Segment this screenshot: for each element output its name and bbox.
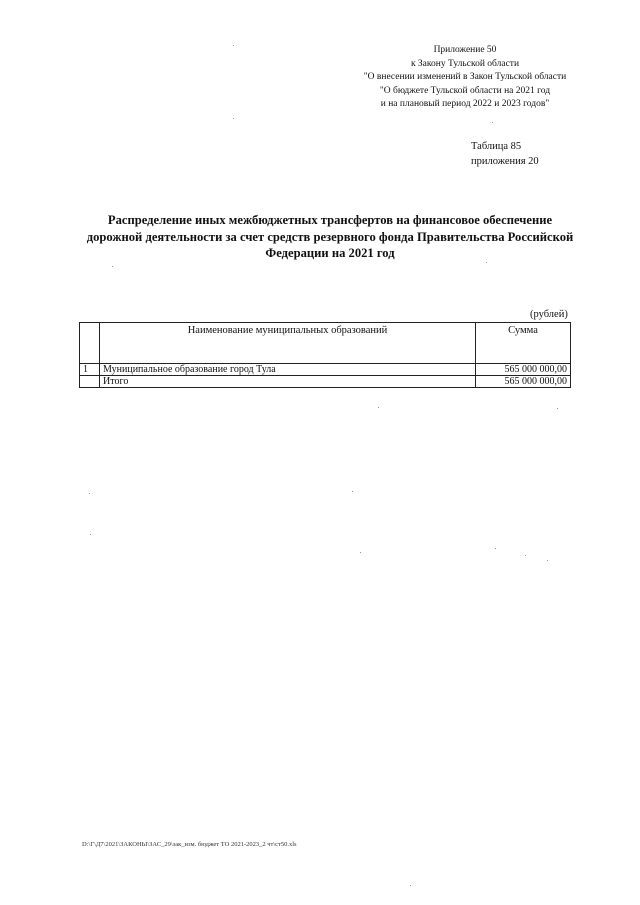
table-reference	[471, 139, 539, 169]
row-name: Итого	[100, 376, 476, 388]
transfers-table	[79, 322, 571, 388]
table-row	[80, 364, 571, 376]
header-num	[80, 323, 100, 364]
row-name: Муниципальное образование город Тула	[100, 364, 476, 376]
table-row-total	[80, 376, 571, 388]
table-appendix-ref: приложения 20	[471, 156, 539, 167]
table-number: Таблица 85	[471, 141, 522, 152]
appendix-header	[330, 44, 600, 112]
row-amount: 565 000 000,00	[476, 364, 571, 376]
appendix-line: Приложение 50	[433, 45, 497, 55]
row-num	[80, 376, 100, 388]
table-header-row	[80, 323, 571, 364]
file-path-footer: D:\Г\Д7\2021\ЗАКОНЫ\ЗАС_29\зак_изм. бюджет ТО 2021-2023_2 чт\ст50.xls	[82, 841, 297, 848]
title-line: Федерации на 2021 год	[265, 246, 395, 260]
row-num: 1	[80, 364, 100, 376]
document-title	[70, 212, 590, 262]
appendix-line: "О бюджете Тульской области на 2021 год	[379, 85, 551, 96]
row-amount: 565 000 000,00	[476, 376, 571, 388]
appendix-line: "О внесении изменений в Закон Тульской области	[363, 72, 567, 83]
title-line: Распределение иных межбюджетных трансфертов на финансовое обеспечение	[107, 213, 553, 227]
title-line: дорожной деятельности за счет средств резервного фонда Правительства Российской	[86, 229, 574, 244]
appendix-line: к Закону Тульской области	[410, 58, 520, 69]
appendix-line: и на плановый период 2022 и 2023 годов"	[380, 99, 550, 110]
units-label: (рублей)	[530, 309, 568, 320]
header-name: Наименование муниципальных образований	[100, 323, 476, 364]
header-amount: Сумма	[476, 323, 571, 364]
